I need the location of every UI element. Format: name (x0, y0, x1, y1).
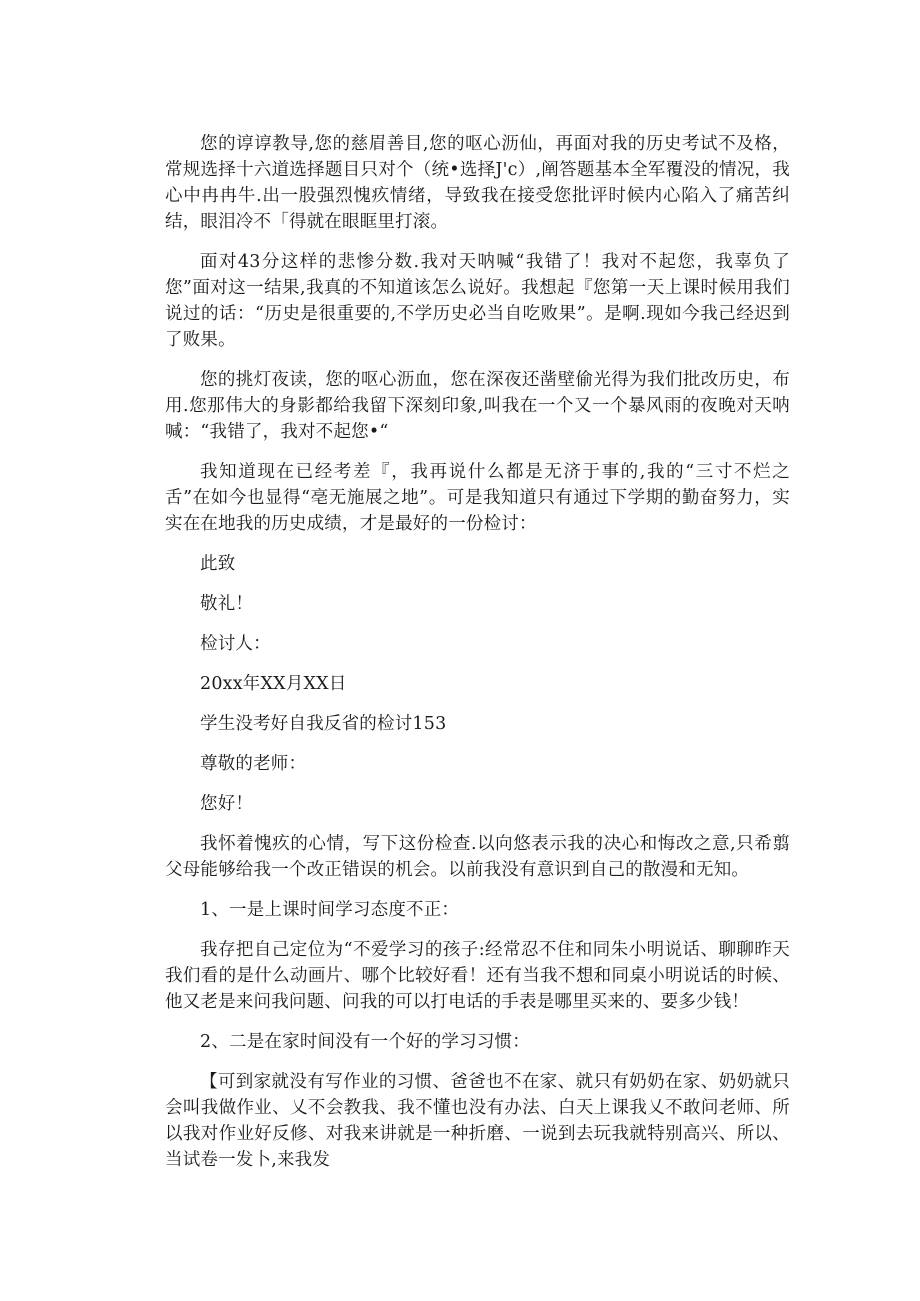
paragraph-2: 面对43分这样的悲惨分数.我对天呐喊“我错了！我对不起您，我辜负了您”面对这一结果,我真的不知道该怎么说好。我想起『您第一天上课时候用我们说过的话：“历史是很重要的,不学历史必当自吃败果”。是啊.现如今我己经迟到了败果。 (165, 252, 790, 350)
item-2-heading: 2、二是在家时间没有一个好的学习习惯： (200, 1032, 530, 1052)
date-line: 20xx年XX月XX日 (200, 674, 347, 694)
paragraph-3: 您的挑灯夜读，您的呕心沥血，您在深夜还凿壁偷光得为我们批改历史，布用.您那伟大的身影都给我留下深刻印象,叫我在一个又一个暴风雨的夜晚对天呐喊：“我错了，我对不起您•“ (165, 370, 790, 442)
paragraph-1: 您的谆谆教导,您的慈眉善目,您的呕心沥仙，再面对我的历史考试不及格，常规选择十六道选择题目只对个（统•选择J'c）,阐答题基本全军覆没的情况，我心中冉冉牛.出一股强烈愧疚情绪，导致我在接受您批评时候内心陷入了痛苦纠结，眼泪冷不「得就在眼眶里打滚。 (165, 134, 790, 232)
closing-line: 此致 (200, 554, 236, 574)
greeting-line: 尊敬的老师： (200, 754, 307, 774)
hello-line: 您好！ (200, 794, 254, 814)
document-body (165, 131, 790, 1173)
item-1-heading: 1、一是上课时间学习态度不正： (200, 900, 460, 920)
paragraph-4: 我知道现在已经考差『，我再说什么都是无济于事的,我的“三寸不烂之舌”在如今也显得“亳无施展之地”。可是我知道只有通过下学期的勤奋努力，实实在在地我的历史成绩，才是最好的一份检讨： (165, 462, 790, 534)
signer-line: 检讨人： (200, 634, 271, 654)
salute-line: 敬礼！ (200, 594, 254, 614)
item-1-body: 我存把自己定位为“不爱学习的孩子:经常忍不住和同朱小明说话、聊聊昨天我们看的是什么动画片、哪个比较好看！还有当我不想和同桌小明说话的时候、他又老是来问我问题、问我的可以打电话的手表是哪里买来的、要多少钱！ (165, 940, 790, 1012)
next-document-title: 学生没考好自我反省的检讨153 (200, 714, 447, 734)
item-2-body: 【可到家就没有写作业的习惯、爸爸也不在家、就只有奶奶在家、奶奶就只会叫我做作业、乂不会教我、我不懂也没有办法、白天上课我乂不敢问老师、所以我对作业好反修、对我来讲就是一种折磨、一说到去玩我就特别高兴、所以、当试卷一发卜,来我发 (165, 1072, 790, 1170)
intro-paragraph: 我怀着愧疚的心情，写下这份检查.以向悠表示我的决心和悔改之意,只希翦父母能够给我一个改正错误的机会。以前我没有意识到自己的散漫和无知。 (165, 834, 790, 880)
